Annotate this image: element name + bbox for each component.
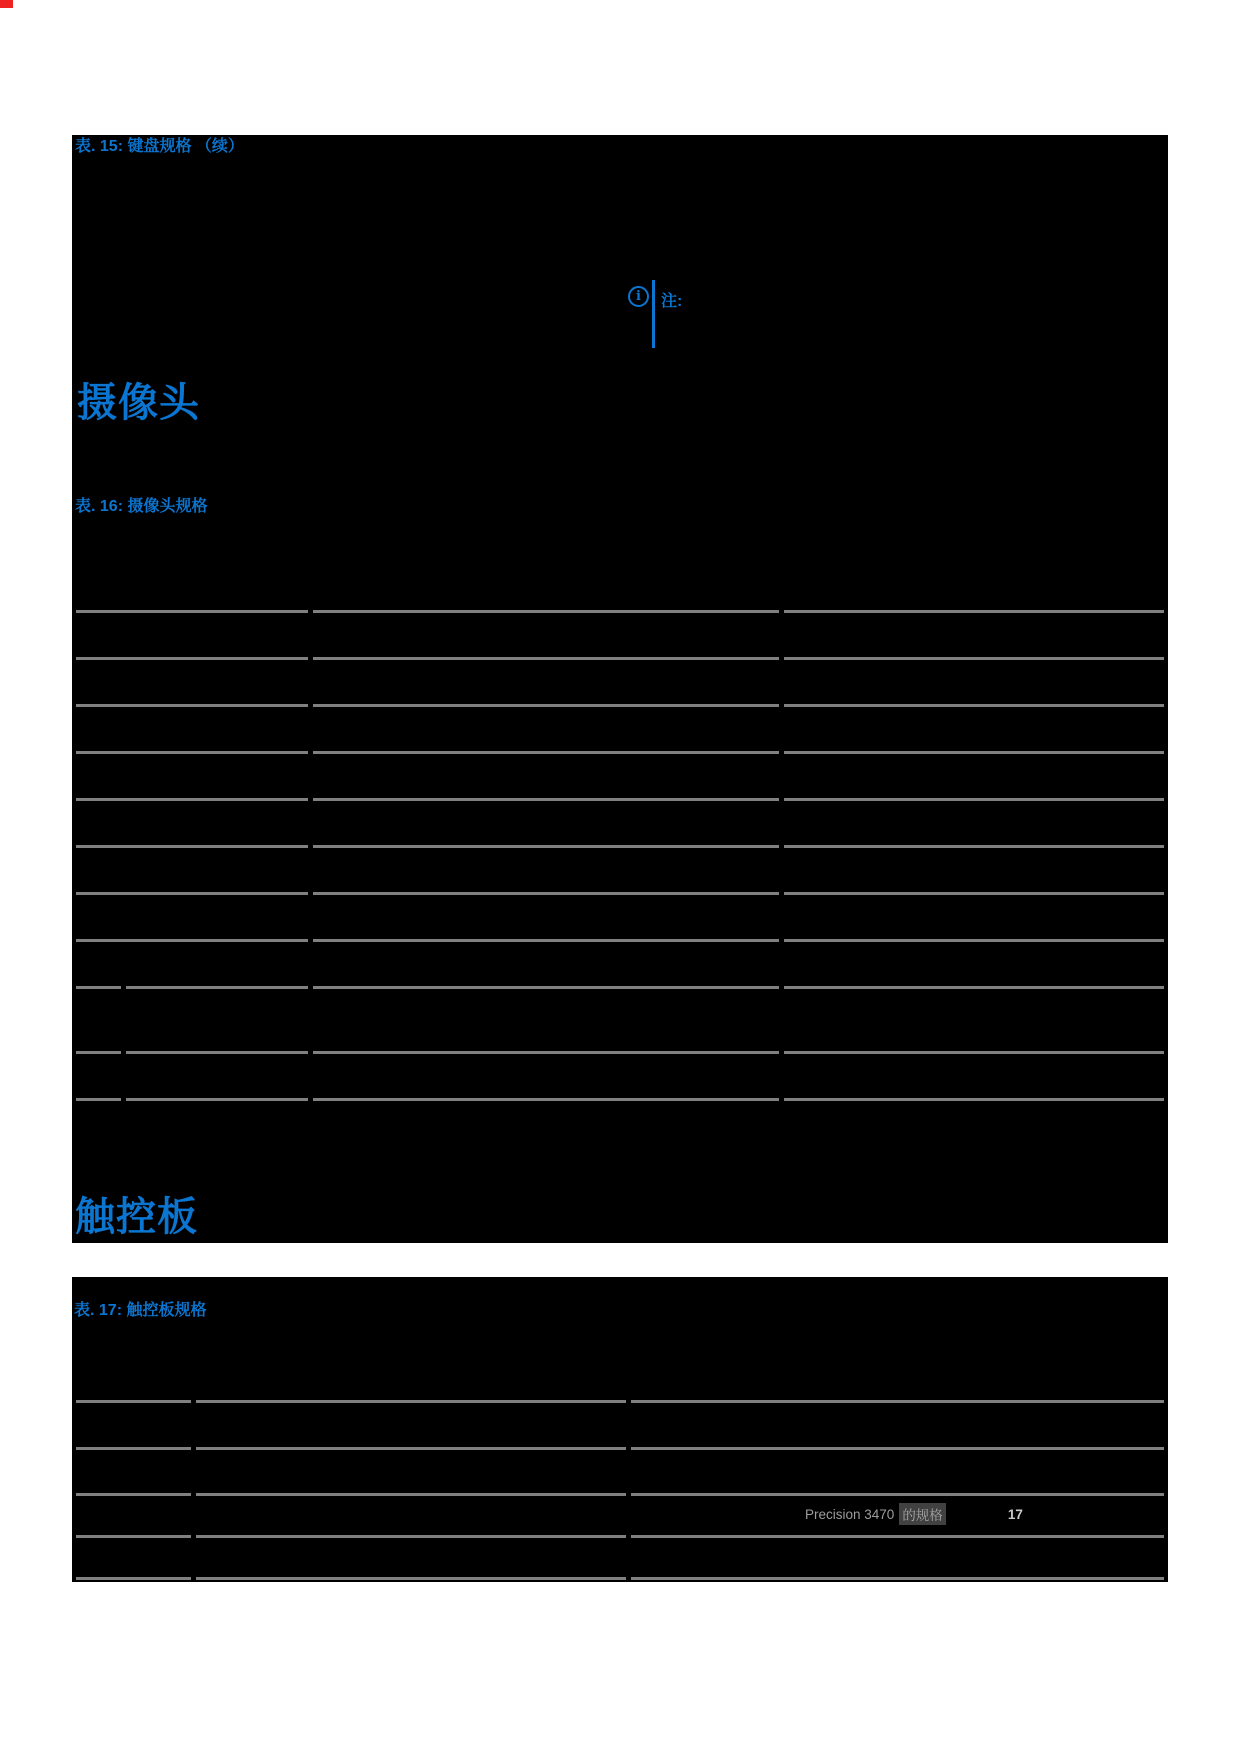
footer-doc-title-suffix: 的规格 xyxy=(899,1503,946,1525)
info-icon-glyph: i xyxy=(636,289,641,304)
table17-caption: 表. 17: 触控板规格 xyxy=(74,1302,207,1319)
note-divider-line xyxy=(652,280,655,348)
page-footer xyxy=(805,1504,1023,1524)
section-heading-touchpad: 触控板 xyxy=(75,1195,198,1239)
footer-doc-title: Precision 3470 xyxy=(805,1506,895,1522)
red-corner-mark xyxy=(0,0,13,8)
section-heading-camera: 摄像头 xyxy=(77,381,200,425)
info-icon xyxy=(628,286,649,307)
table16-caption: 表. 16: 摄像头规格 xyxy=(75,498,208,515)
table15-caption: 表. 15: 键盘规格 （续） xyxy=(75,138,244,155)
content-gap-band xyxy=(72,1243,1168,1277)
footer-page-number: 17 xyxy=(1007,1506,1023,1522)
content-block-background xyxy=(72,135,1168,1582)
note-label: 注: xyxy=(661,293,683,310)
